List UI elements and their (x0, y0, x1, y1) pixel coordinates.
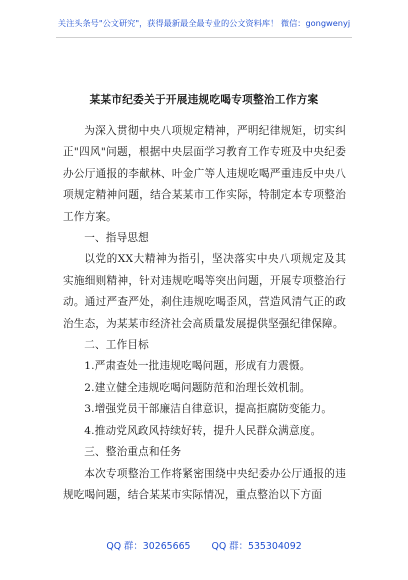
section-heading-guiding-ideology: 一、指导思想 (84, 232, 149, 245)
goal-item: 2.建立健全违规吃喝问题防范和治理长效机制。 (84, 381, 311, 394)
intro-paragraph: 为深入贯彻中央八项规定精神，严明纪律规矩，切实纠正"四风"问题，根据中央层面学习教育工作专班及中央纪委办公厅通报的李献林、叶金广等人违规吃喝严重违反中央八项规定精神问题，结合某某市工作实际，特制定本专项整治工作方案。 (63, 125, 346, 223)
goal-item: 1.严肃查处一批违规吃喝问题，形成有力震慑。 (84, 360, 311, 373)
document-body (63, 121, 346, 506)
header-banner-text: 关注头条号"公文研究"，获得最新最全最专业的公文资料库！ 微信：gongwenyj (57, 18, 351, 28)
header-divider (56, 37, 352, 38)
document-title: 某某市纪委关于开展违规吃喝专项整治工作方案 (89, 94, 319, 106)
header-banner (20, 14, 388, 32)
section-heading-focus-tasks: 三、整治重点和任务 (84, 446, 182, 459)
footer-qq-group-1: QQ 群：30265665 (106, 541, 191, 552)
goal-item: 4.推动党风政风持续好转，提升人民群众满意度。 (84, 424, 322, 437)
footer-bar (0, 538, 408, 556)
footer-qq-group-2: QQ 群：535304092 (211, 541, 302, 552)
section-paragraph-guiding-ideology: 以党的XX大精神为指引，坚决落实中央八项规定及其实施细则精神，针对违规吃喝等突出问题，开展专项整治行动。通过严查严处，刹住违规吃喝歪风，营造风清气正的政治生态，为某某市经济社会高质量发展提供坚强纪律保障。 (63, 253, 346, 330)
section-paragraph-focus-tasks: 本次专项整治工作将紧密围绕中央纪委办公厅通报的违规吃喝问题，结合某某市实际情况，重点整治以下方面 (63, 467, 346, 501)
section-heading-work-goals: 二、工作目标 (84, 339, 149, 352)
goal-item: 3.增强党员干部廉洁自律意识，提高拒腐防变能力。 (84, 403, 333, 416)
